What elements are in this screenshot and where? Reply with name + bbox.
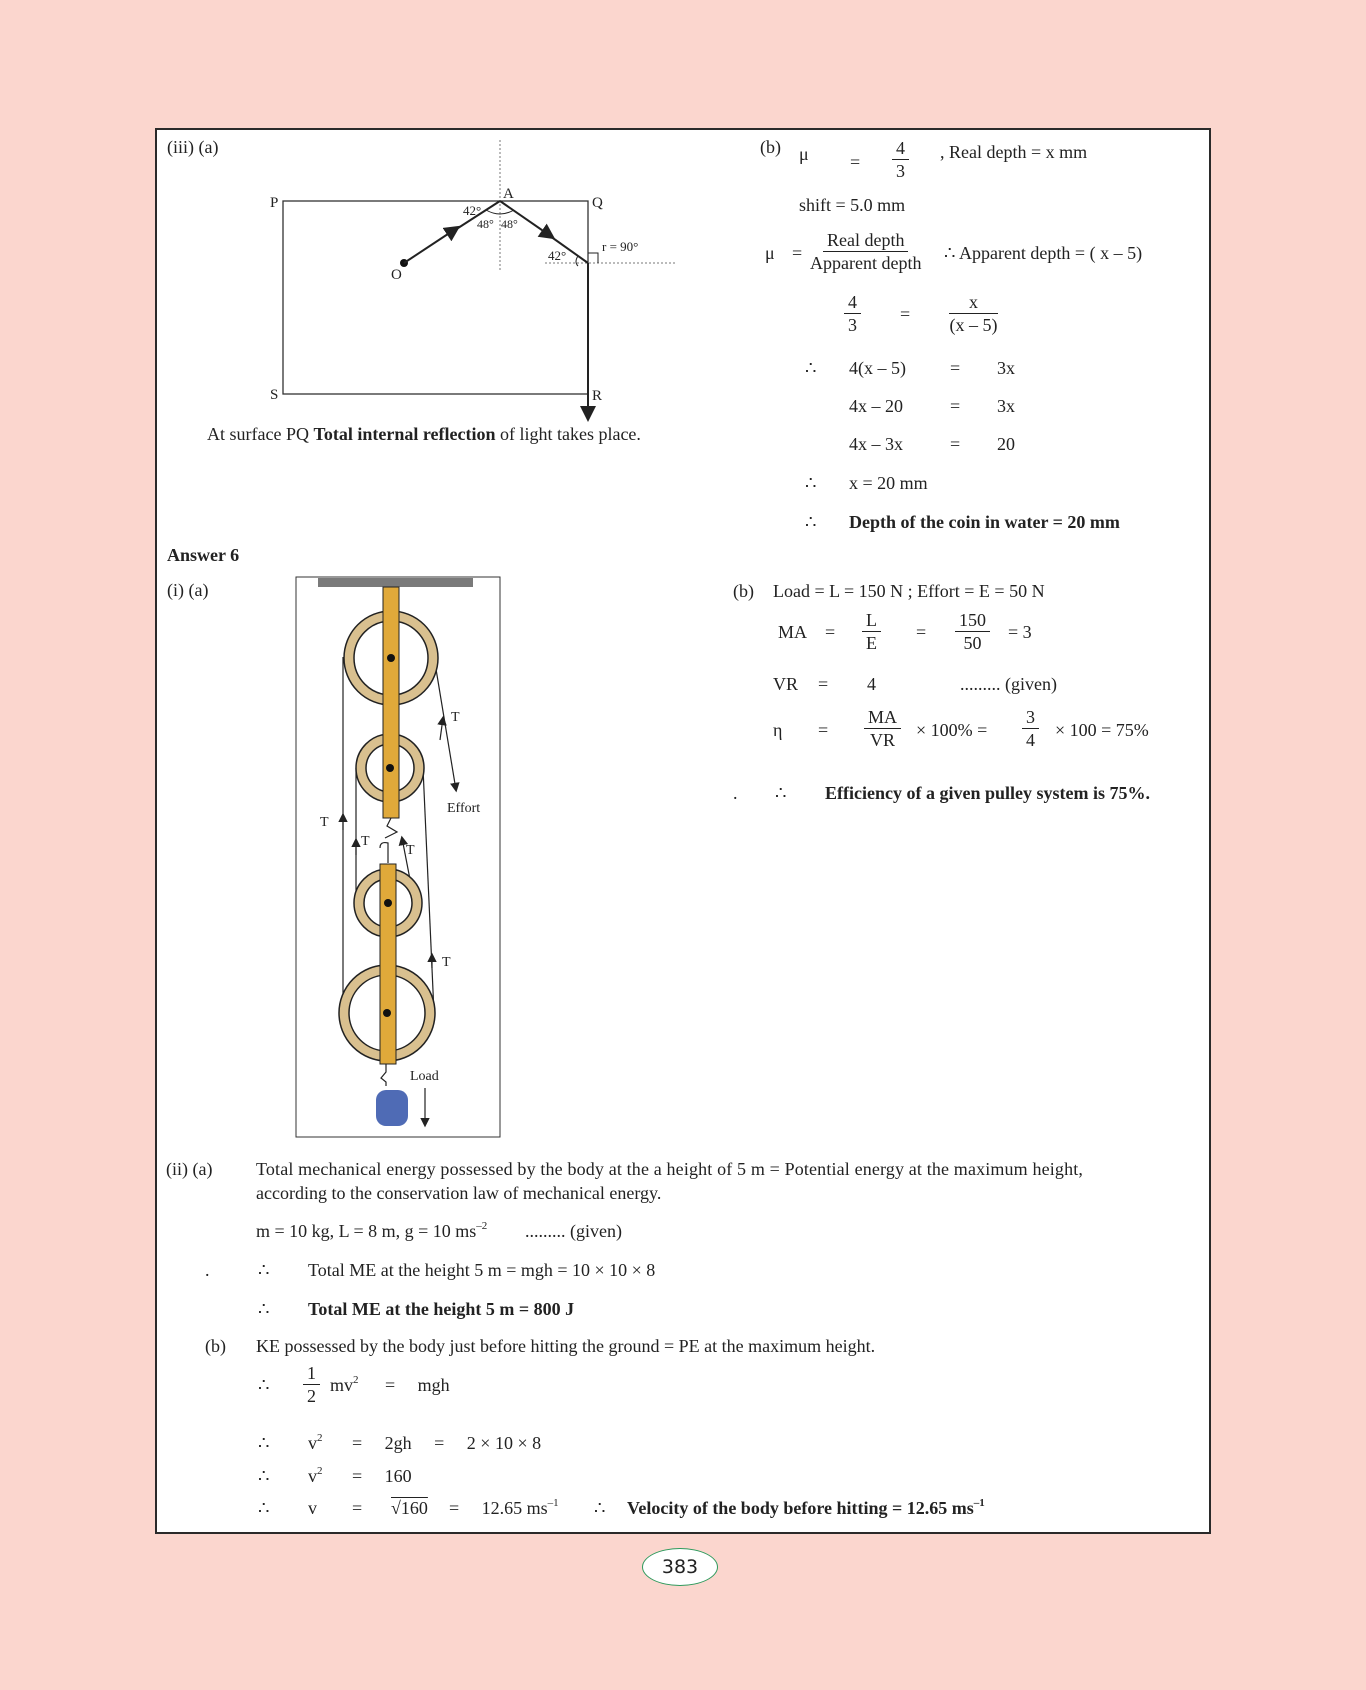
fraction bbox=[1022, 706, 1039, 751]
vr-label: VR bbox=[773, 674, 799, 694]
real-depth-text: , Real depth = x mm bbox=[940, 142, 1088, 162]
term: = 12.65 ms bbox=[449, 1498, 548, 1518]
question-label: (iii) (a) bbox=[167, 137, 219, 157]
equals: = bbox=[950, 434, 961, 454]
equals: = bbox=[818, 674, 829, 694]
therefore-symbol: ∴ bbox=[594, 1498, 606, 1518]
numerator: MA bbox=[864, 706, 901, 729]
page-number: 383 bbox=[642, 1548, 718, 1586]
fraction bbox=[810, 229, 921, 274]
superscript: –1 bbox=[973, 1497, 985, 1509]
label-r: R bbox=[592, 388, 603, 404]
term: v bbox=[308, 1498, 317, 1518]
denominator: 3 bbox=[848, 315, 857, 335]
given-note: ......... (given) bbox=[960, 674, 1057, 694]
mu-symbol: μ bbox=[799, 144, 809, 164]
caption-text: of light takes place. bbox=[495, 424, 641, 444]
denominator: E bbox=[866, 633, 877, 653]
question-label: (ii) (a) bbox=[166, 1159, 213, 1179]
velocity-value bbox=[449, 1497, 559, 1519]
equals: = bbox=[916, 622, 927, 642]
refraction-angle-label: r = 90° bbox=[602, 239, 639, 254]
stray-dot: . bbox=[205, 1260, 210, 1280]
ma-label: MA bbox=[778, 622, 808, 642]
apparent-depth-text: ∴ Apparent depth = ( x – 5) bbox=[944, 243, 1143, 263]
tension-label: T bbox=[442, 955, 451, 970]
denominator: 50 bbox=[963, 633, 982, 653]
equation-rhs: = 2gh = 2 × 10 × 8 bbox=[352, 1433, 542, 1453]
step-lhs: 4x – 20 bbox=[849, 396, 903, 416]
v-squared bbox=[308, 1465, 323, 1487]
denominator: 4 bbox=[1026, 730, 1035, 750]
fraction bbox=[955, 609, 990, 654]
numerator: 1 bbox=[303, 1362, 320, 1385]
caption-bold: Total internal reflection bbox=[313, 424, 496, 444]
fraction bbox=[864, 706, 901, 751]
fraction bbox=[892, 137, 909, 182]
step-rhs: 3x bbox=[997, 396, 1015, 416]
fraction bbox=[862, 609, 881, 654]
superscript: 2 bbox=[353, 1374, 359, 1386]
denominator: VR bbox=[870, 730, 896, 750]
efficiency-conclusion: Efficiency of a given pulley system is 75%. bbox=[825, 783, 1150, 803]
effort-label: Effort bbox=[447, 801, 481, 816]
equation-rhs: = mgh bbox=[385, 1375, 450, 1395]
label-o: O bbox=[391, 267, 402, 283]
depth-conclusion: Depth of the coin in water = 20 mm bbox=[849, 512, 1120, 532]
angle-label: 48° bbox=[477, 217, 494, 231]
velocity-conclusion bbox=[627, 1497, 985, 1519]
therefore-symbol: ∴ bbox=[805, 512, 817, 532]
therefore-symbol: ∴ bbox=[258, 1466, 270, 1486]
angle-label: 42° bbox=[548, 248, 567, 263]
step-rhs: 20 bbox=[997, 434, 1015, 454]
given-values: Load = L = 150 N ; Effort = E = 50 N bbox=[773, 581, 1045, 601]
denominator: 3 bbox=[896, 161, 905, 181]
numerator: 4 bbox=[892, 137, 909, 160]
therefore-symbol: ∴ bbox=[775, 783, 787, 803]
mu-symbol: μ bbox=[765, 243, 775, 263]
tension-label: T bbox=[406, 843, 415, 858]
part-b-label: (b) bbox=[205, 1336, 226, 1356]
explanation-line: Total mechanical energy possessed by the body at the a height of 5 m = Potential energy at the maximum height, bbox=[256, 1159, 1084, 1179]
numerator: 3 bbox=[1022, 706, 1039, 729]
me-calculation: Total ME at the height 5 m = mgh = 10 × 10 × 8 bbox=[308, 1260, 656, 1280]
fraction bbox=[844, 291, 861, 336]
shift-text: shift = 5.0 mm bbox=[799, 195, 906, 215]
equals: = bbox=[352, 1498, 363, 1518]
equals: = bbox=[950, 396, 961, 416]
tension-label: T bbox=[361, 834, 370, 849]
term: mv bbox=[330, 1375, 354, 1395]
denominator: Apparent depth bbox=[810, 253, 922, 273]
term: v bbox=[308, 1433, 317, 1453]
load-label: Load bbox=[410, 1069, 439, 1084]
superscript: –2 bbox=[476, 1220, 488, 1232]
equals: = bbox=[792, 243, 803, 263]
load-weight bbox=[376, 1090, 408, 1126]
equals: = bbox=[900, 304, 911, 324]
conclusion-text: Velocity of the body before hitting = 12.65 ms bbox=[627, 1498, 974, 1518]
eta-symbol: η bbox=[773, 720, 783, 740]
equals: = bbox=[850, 152, 861, 172]
stray-dot: . bbox=[733, 783, 738, 803]
label-q: Q bbox=[592, 195, 603, 211]
kinetic-energy-term bbox=[330, 1374, 359, 1396]
part-b-label: (b) bbox=[760, 137, 781, 157]
tension-label: T bbox=[320, 815, 329, 830]
eta-result: × 100 = 75% bbox=[1055, 720, 1149, 740]
fraction bbox=[303, 1362, 320, 1407]
numerator: Real depth bbox=[823, 229, 908, 252]
answer-heading: Answer 6 bbox=[167, 545, 240, 565]
numerator: x bbox=[949, 291, 998, 314]
numerator: 4 bbox=[844, 291, 861, 314]
given-text: m = 10 kg, L = 8 m, g = 10 ms bbox=[256, 1221, 477, 1241]
upper-pulley-block bbox=[383, 587, 399, 818]
square-root: √160 bbox=[391, 1498, 428, 1518]
therefore-symbol: ∴ bbox=[258, 1498, 270, 1518]
equals: = bbox=[818, 720, 829, 740]
explanation-line: KE possessed by the body just before hitting the ground = PE at the maximum height. bbox=[256, 1336, 876, 1356]
therefore-symbol: ∴ bbox=[258, 1299, 270, 1319]
equals: = bbox=[825, 622, 836, 642]
term: v bbox=[308, 1466, 317, 1486]
vr-value: 4 bbox=[867, 674, 876, 694]
angle-label: 42° bbox=[463, 203, 482, 218]
therefore-symbol: ∴ bbox=[258, 1433, 270, 1453]
lower-pulley-block bbox=[380, 864, 396, 1064]
question-label: (i) (a) bbox=[167, 580, 209, 600]
superscript: 2 bbox=[317, 1432, 323, 1444]
step-lhs: 4(x – 5) bbox=[849, 358, 906, 378]
explanation-line: according to the conservation law of mechanical energy. bbox=[256, 1183, 662, 1203]
therefore-symbol: ∴ bbox=[258, 1375, 270, 1395]
denominator: 2 bbox=[307, 1386, 316, 1406]
step-rhs: 3x bbox=[997, 358, 1015, 378]
step-lhs: 4x – 3x bbox=[849, 434, 903, 454]
equals: = bbox=[950, 358, 961, 378]
part-b-label: (b) bbox=[733, 581, 754, 601]
superscript: 2 bbox=[317, 1465, 323, 1477]
label-s: S bbox=[270, 387, 279, 403]
me-result: Total ME at the height 5 m = 800 J bbox=[308, 1299, 575, 1319]
numerator: 150 bbox=[955, 609, 990, 632]
denominator: (x – 5) bbox=[949, 315, 998, 335]
given-note: ......... (given) bbox=[525, 1221, 622, 1241]
equation-rhs: = 160 bbox=[352, 1466, 412, 1486]
ma-result: = 3 bbox=[1008, 622, 1032, 642]
label-a: A bbox=[503, 186, 514, 202]
superscript: –1 bbox=[547, 1497, 559, 1509]
x-result: x = 20 mm bbox=[849, 473, 928, 493]
eta-multiplier: × 100% = bbox=[916, 720, 988, 740]
label-p: P bbox=[270, 195, 279, 211]
angle-label: 48° bbox=[501, 217, 518, 231]
caption-text: At surface PQ bbox=[207, 424, 314, 444]
therefore-symbol: ∴ bbox=[805, 473, 817, 493]
tir-caption bbox=[207, 423, 641, 445]
therefore-symbol: ∴ bbox=[805, 358, 817, 378]
tension-label: T bbox=[451, 710, 460, 725]
v-squared bbox=[308, 1432, 323, 1454]
ceiling bbox=[318, 578, 473, 587]
given-values bbox=[256, 1220, 487, 1242]
numerator: L bbox=[862, 609, 881, 632]
therefore-symbol: ∴ bbox=[258, 1260, 270, 1280]
fraction bbox=[949, 291, 998, 336]
